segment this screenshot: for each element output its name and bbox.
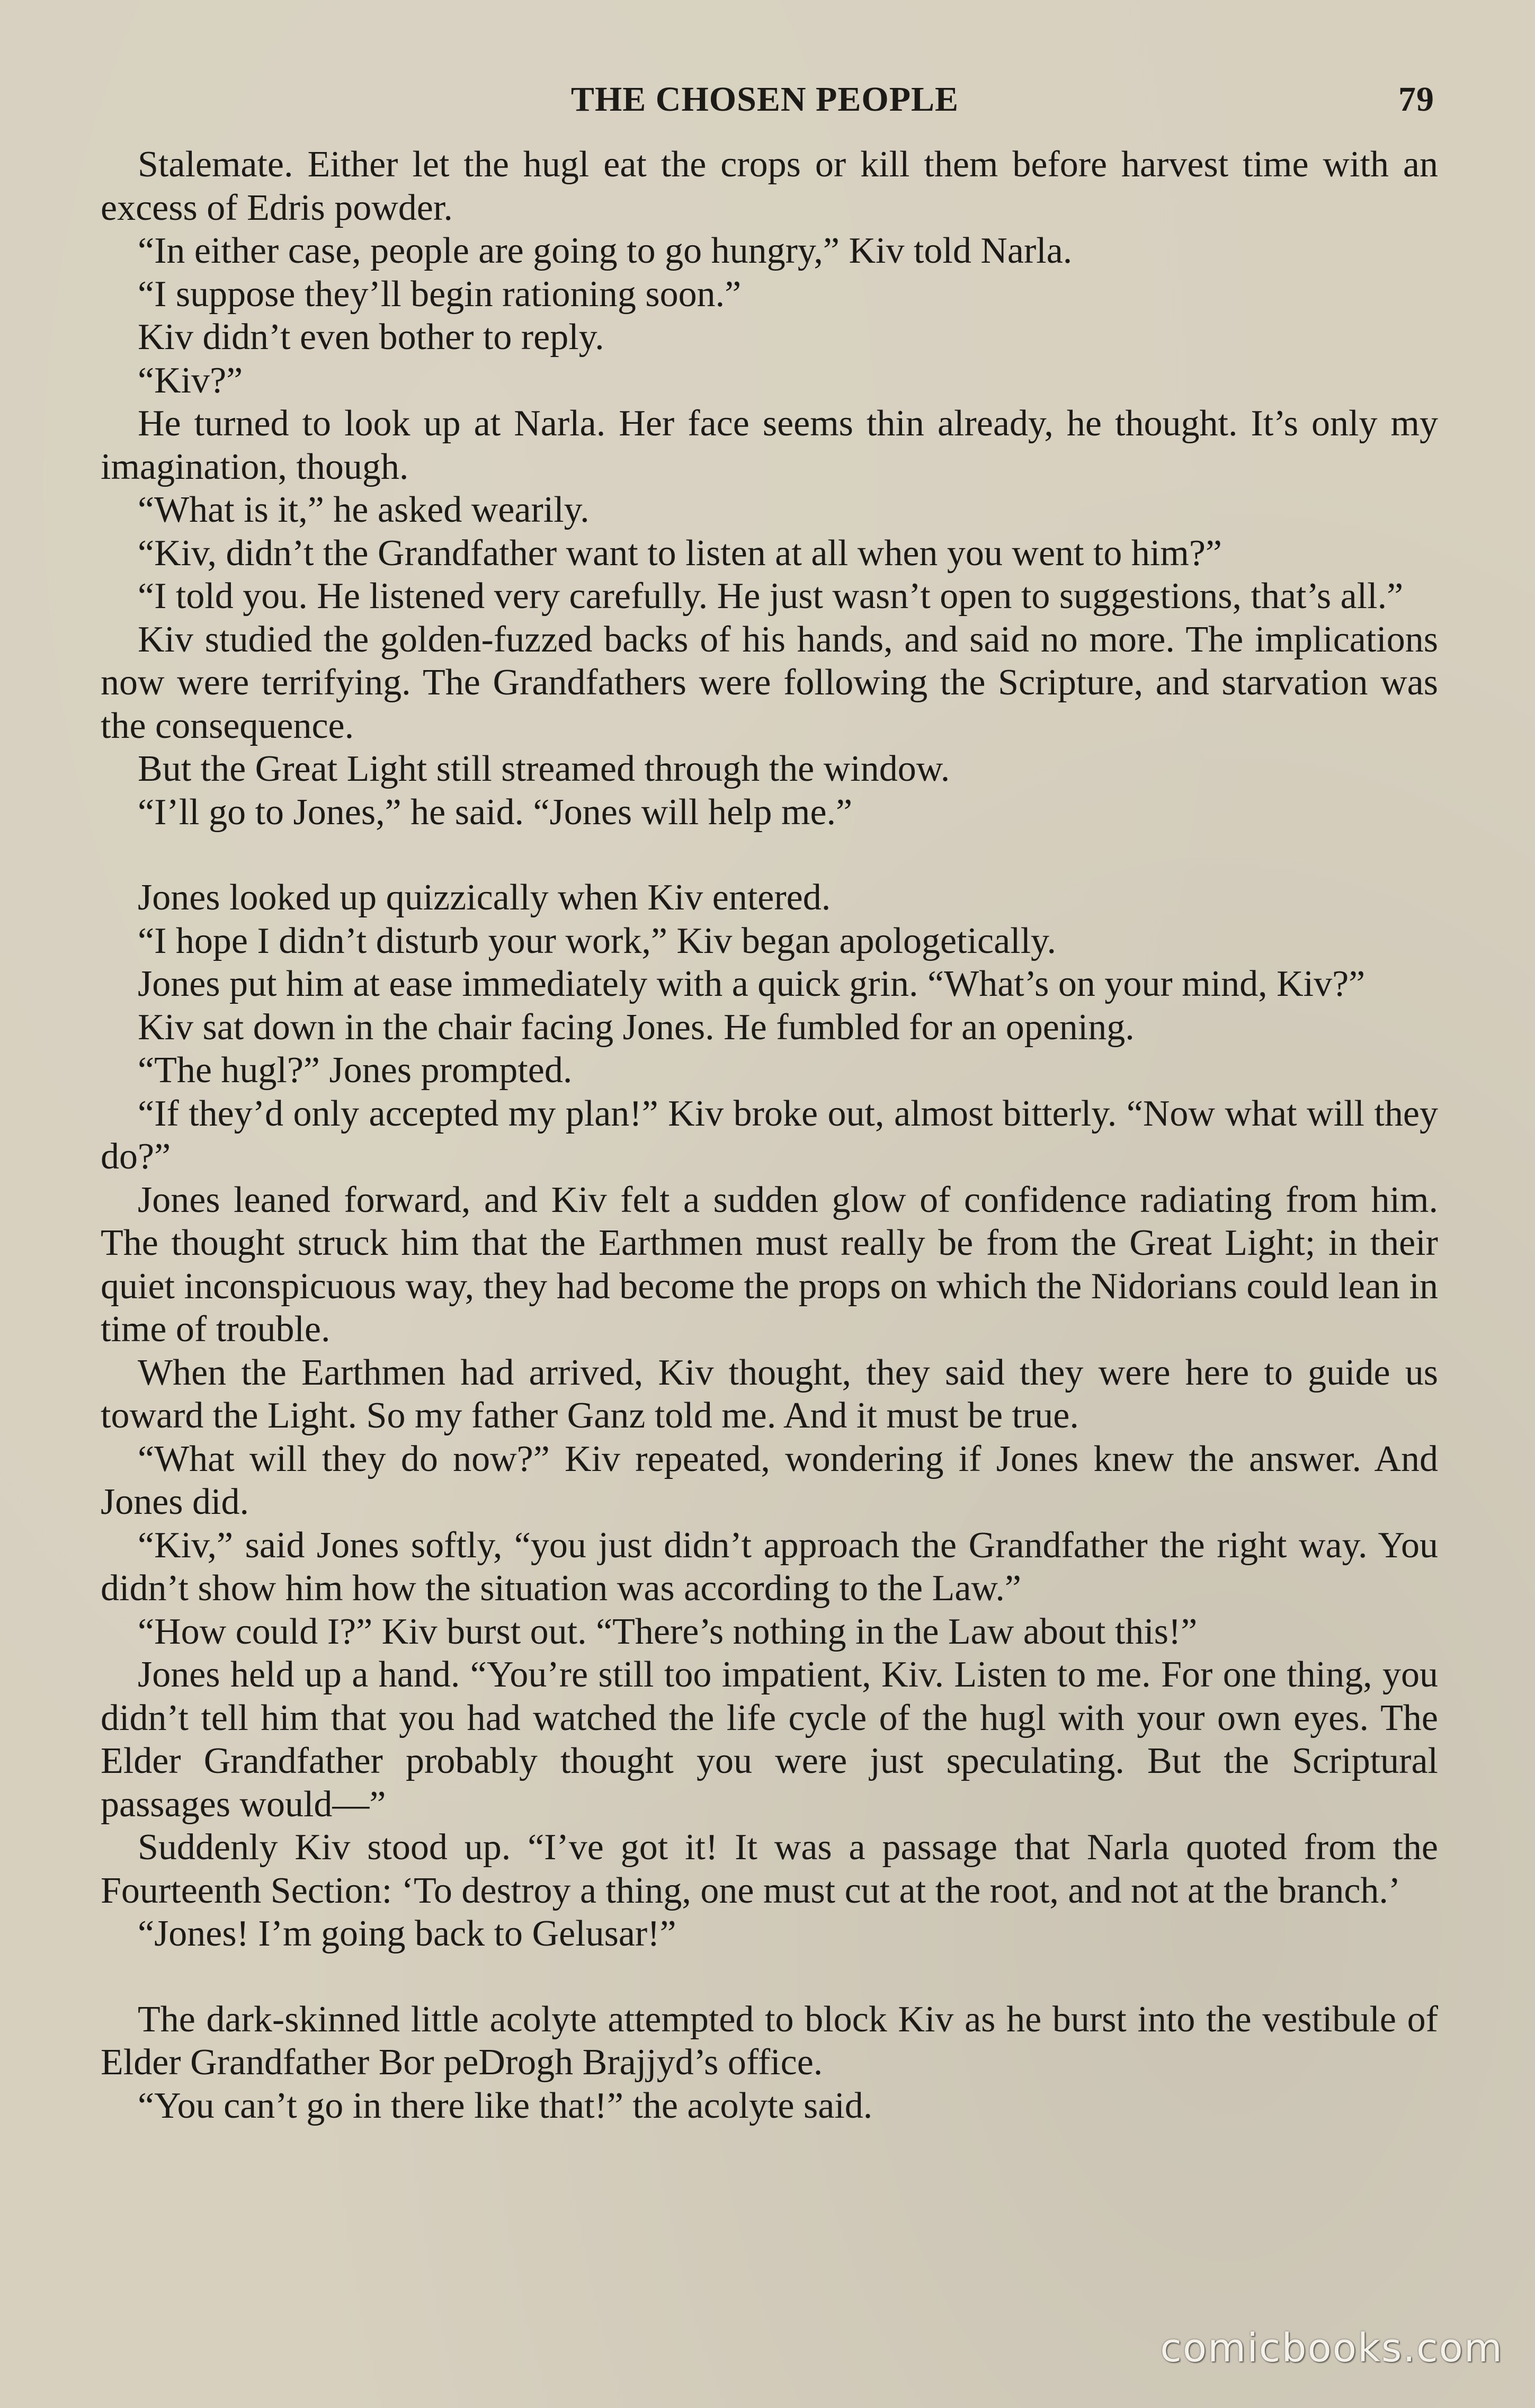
page-header	[95, 79, 1434, 132]
paragraph: “I suppose they’ll begin rationing soon.”	[138, 273, 742, 315]
paragraph: “You can’t go in there like that!” the acolyte said.	[138, 2085, 873, 2126]
body-text	[101, 143, 1438, 2127]
paragraph: He turned to look up at Narla. Her face seems thin already, he thought. It’s only my imagination, though.	[101, 403, 1438, 487]
paragraph: “Kiv, didn’t the Grandfather want to listen at all when you went to him?”	[138, 532, 1222, 574]
paragraph: Kiv sat down in the chair facing Jones. He fumbled for an opening.	[138, 1006, 1135, 1048]
paragraph: “I’ll go to Jones,” he said. “Jones will help me.”	[138, 791, 853, 833]
running-head: THE CHOSEN PEOPLE	[570, 80, 959, 119]
paragraph: “I told you. He listened very carefully. He just wasn’t open to suggestions, that’s all.”	[138, 576, 1404, 617]
paragraph: “In either case, people are going to go hungry,” Kiv told Narla.	[138, 230, 1073, 271]
paragraph: Kiv studied the golden-fuzzed backs of his hands, and said no more. The implications now were terrifying. The Grandfathers were following the Scripture, and starvation was the consequence.	[101, 619, 1438, 746]
watermark: comicbooks.com	[1160, 2325, 1503, 2371]
paragraph: “Kiv?”	[138, 360, 243, 401]
paragraph: But the Great Light still streamed through the window.	[138, 748, 950, 789]
paragraph: Jones put him at ease immediately with a quick grin. “What’s on your mind, Kiv?”	[138, 964, 1366, 1004]
paragraph: “How could I?” Kiv burst out. “There’s nothing in the Law about this!”	[138, 1611, 1198, 1652]
paragraph: “What will they do now?” Kiv repeated, wondering if Jones knew the answer. And Jones did.	[101, 1438, 1438, 1522]
page-number: 79	[1398, 80, 1434, 119]
paragraph: “What is it,” he asked wearily.	[138, 489, 590, 530]
paragraph: “If they’d only accepted my plan!” Kiv broke out, almost bitterly. “Now what will they do?”	[101, 1093, 1438, 1177]
paragraph: “The hugl?” Jones prompted.	[138, 1050, 573, 1091]
paragraph: Jones held up a hand. “You’re still too impatient, Kiv. Listen to me. For one thing, you didn’t tell him that you had watched the life cycle of the hugl with your own eyes. The Elder Grandfather probably thought you were just speculating. But the Scriptural passages would—”	[101, 1654, 1438, 1825]
paragraph: The dark-skinned little acolyte attempted to block Kiv as he burst into the vestibule of Elder Grandfather Bor peDrogh Brajjyd’s office.	[101, 1999, 1438, 2083]
paragraph: “Jones! I’m going back to Gelusar!”	[138, 1913, 676, 1954]
paragraph: Jones leaned forward, and Kiv felt a sudden glow of confidence radiating from him. The thought struck him that the Earthmen must really be from the Great Light; in their quiet inconspicuous way, they had become the props on which the Nidorians could lean in time of trouble.	[101, 1179, 1438, 1350]
paragraph: Kiv didn’t even bother to reply.	[138, 317, 604, 358]
paragraph: Stalemate. Either let the hugl eat the crops or kill them before harvest time with an excess of Edris powder.	[101, 144, 1438, 228]
paragraph: Jones looked up quizzically when Kiv entered.	[138, 877, 831, 918]
paragraph: “Kiv,” said Jones softly, “you just didn’t approach the Grandfather the right way. You didn’t show him how the situation was according to the Law.”	[101, 1524, 1438, 1609]
paragraph: When the Earthmen had arrived, Kiv thought, they said they were here to guide us toward the Light. So my father Ganz told me. And it must be true.	[101, 1352, 1438, 1436]
paragraph: “I hope I didn’t disturb your work,” Kiv began apologetically.	[138, 920, 1057, 961]
paragraph: Suddenly Kiv stood up. “I’ve got it! It was a passage that Narla quoted from the Fourteenth Section: ‘To destroy a thing, one must cut at the root, and not at the branch.’	[101, 1827, 1438, 1911]
